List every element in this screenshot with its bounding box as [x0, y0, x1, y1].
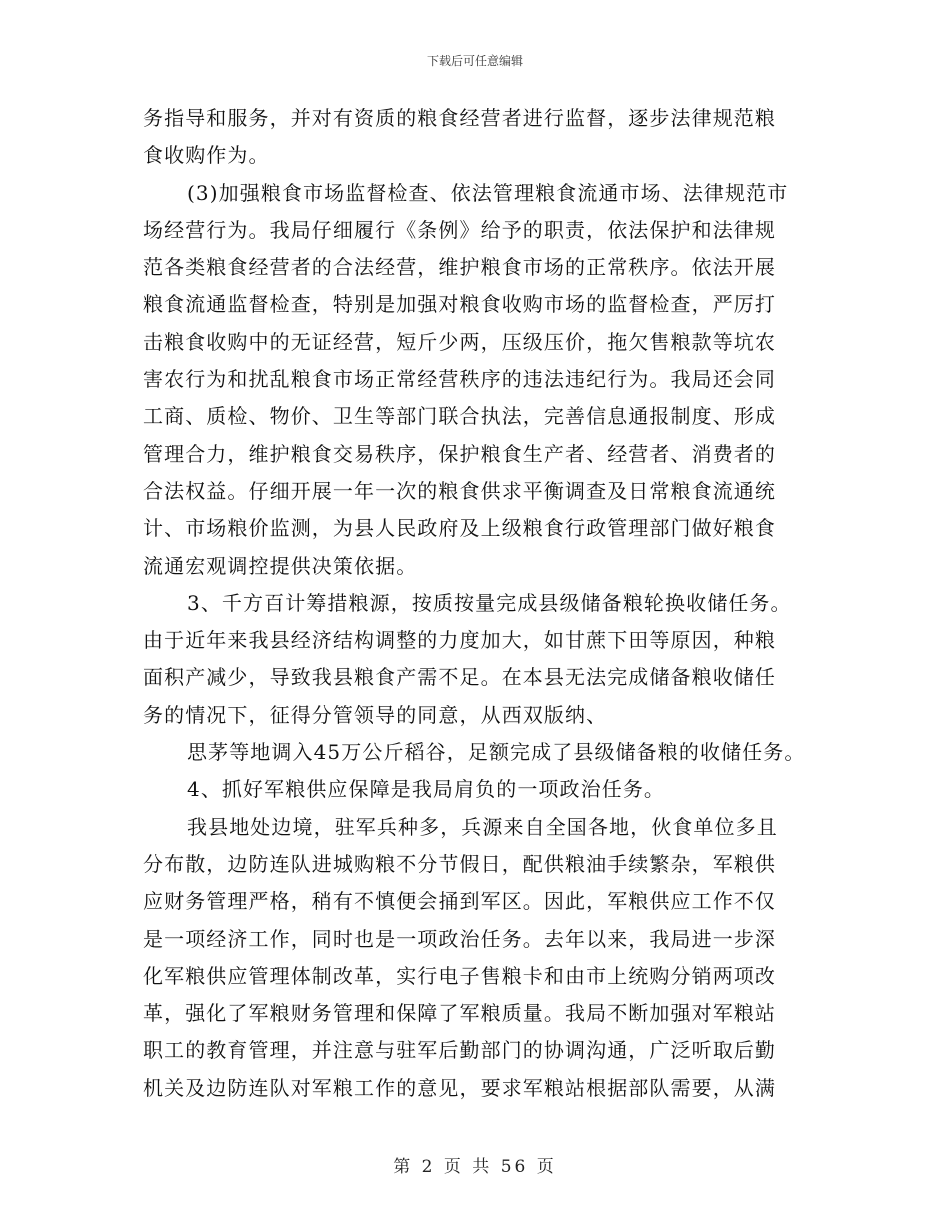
text-line: 务指导和服务，并对有资质的粮食经营者进行监督，逐步法律规范粮 — [143, 106, 776, 130]
text-line: (3)加强粮食市场监督检查、依法管理粮食流通市场、法律规范市 — [187, 180, 789, 205]
text-line: 工商、质检、物价、卫生等部门联合执法，完善信息通报制度、形成 — [143, 404, 776, 429]
text-line: 4、抓好军粮供应保障是我局肩负的一项政治任务。 — [187, 777, 666, 802]
text-line: 计、市场粮价监测，为县人民政府及上级粮食行政管理部门做好粮食 — [143, 516, 776, 541]
text-line: 场经营行为。我局仔细履行《条例》给予的职责，依法保护和法律规 — [143, 217, 776, 242]
text-line: 化军粮供应管理体制改革，实行电子售粮卡和由市上统购分销两项改 — [143, 963, 776, 988]
text-line: 合法权益。仔细开展一年一次的粮食供求平衡调查及日常粮食流通统 — [143, 478, 776, 503]
text-line: 食收购作为。 — [143, 143, 270, 168]
text-line: 范各类粮食经营者的合法经营，维护粮食市场的正常秩序。依法开展 — [143, 255, 776, 280]
page-header: 下载后可任意编辑 — [426, 54, 523, 68]
text-line: 是一项经济工作，同时也是一项政治任务。去年以来，我局进一步深 — [143, 926, 776, 951]
text-line: 面积产减少，导致我县粮食产需不足。在本县无法完成储备粮收储任 — [143, 665, 776, 690]
text-line: 我县地处边境，驻军兵种多，兵源来自全国各地，伙食单位多且 — [187, 814, 778, 839]
text-line: 应财务管理严格，稍有不慎便会捅到军区。因此，军粮供应工作不仅 — [143, 889, 776, 914]
text-line: 务的情况下，征得分管领导的同意，从西双版纳、 — [143, 702, 608, 727]
text-line: 流通宏观调控提供决策依据。 — [143, 553, 418, 578]
text-line: 职工的教育管理，并注意与驻军后勤部门的协调沟通，广泛听取后勤 — [143, 1038, 776, 1063]
text-line: 管理合力，维护粮食交易秩序，保护粮食生产者、经营者、消费者的 — [143, 441, 776, 466]
text-line: 由于近年来我县经济结构调整的力度加大，如甘蔗下田等原因，种粮 — [143, 628, 776, 653]
page-footer: 第 2 页 共 56 页 — [393, 1157, 557, 1177]
text-line: 害农行为和扰乱粮食市场正常经营秩序的违法违纪行为。我局还会同 — [143, 367, 776, 392]
text-line: 思茅等地调入45万公斤稻谷，足额完成了县级储备粮的收储任务。 — [187, 740, 806, 765]
text-line: 机关及边防连队对军粮工作的意见，要求军粮站根据部队需要，从满 — [143, 1075, 776, 1100]
text-line: 粮食流通监督检查，特别是加强对粮食收购市场的监督检查，严厉打 — [143, 292, 776, 317]
text-line: 革，强化了军粮财务管理和保障了军粮质量。我局不断加强对军粮站 — [143, 1001, 776, 1026]
text-line: 分布散，边防连队进城购粮不分节假日，配供粮油手续繁杂，军粮供 — [143, 851, 776, 876]
text-line: 击粮食收购中的无证经营，短斤少两，压级压价，拖欠售粮款等坑农 — [143, 329, 776, 354]
document-body — [143, 100, 823, 1107]
text-line: 3、千方百计筹措粮源，按质按量完成县级储备粮轮换收储任务。 — [187, 590, 792, 615]
